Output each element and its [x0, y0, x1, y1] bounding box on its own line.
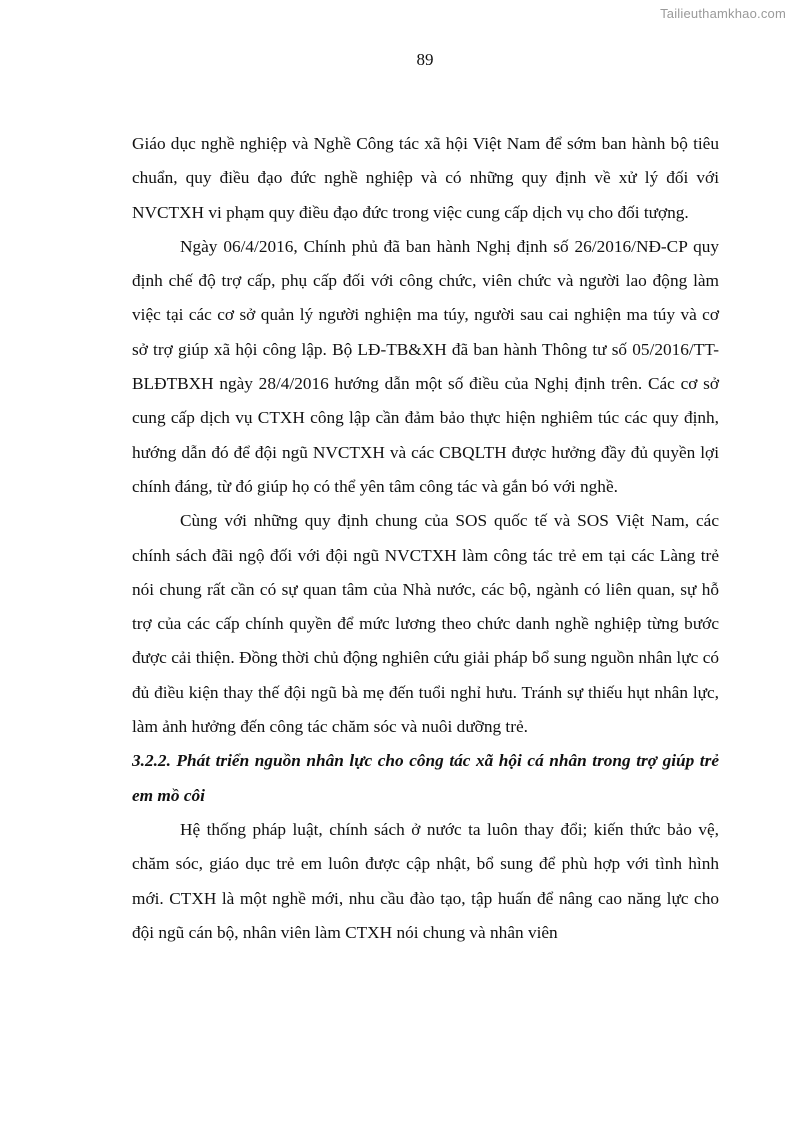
- watermark-text: Tailieuthamkhao.com: [660, 6, 786, 21]
- paragraph-sos-policy: Cùng với những quy định chung của SOS quốc tế và SOS Việt Nam, các chính sách đãi ngộ đối với đội ngũ NVCTXH làm công tác trẻ em tại các Làng trẻ nói chung rất cần có sự quan tâm của Nhà nước, các bộ, ngành có liên quan, sự hỗ trợ của các cấp chính quyền để mức lương theo chức danh nghề nghiệp từng bước được cải thiện. Đồng thời chủ động nghiên cứu giải pháp bổ sung nguồn nhân lực có đủ điều kiện thay thế đội ngũ bà mẹ đến tuổi nghỉ hưu. Tránh sự thiếu hụt nhân lực, làm ảnh hưởng đến công tác chăm sóc và nuôi dưỡng trẻ.: [132, 511, 719, 737]
- section-heading: 3.2.2. Phát triển nguồn nhân lực cho công tác xã hội cá nhân trong trợ giúp trẻ em mồ côi: [132, 751, 719, 805]
- paragraph-legal-system: Hệ thống pháp luật, chính sách ở nước ta luôn thay đổi; kiến thức bảo vệ, chăm sóc, giáo dục trẻ em luôn được cập nhật, bổ sung để phù hợp với tình hình mới. CTXH là một nghề mới, nhu cầu đào tạo, tập huấn để nâng cao năng lực cho đội ngũ cán bộ, nhân viên làm CTXH nói chung và nhân viên: [132, 819, 719, 942]
- paragraph-continuation: Giáo dục nghề nghiệp và Nghề Công tác xã hội Việt Nam để sớm ban hành bộ tiêu chuẩn, quy điều đạo đức nghề nghiệp và có những quy định về xử lý đối với NVCTXH vi phạm quy điều đạo đức trong việc cung cấp dịch vụ cho đối tượng.: [132, 134, 719, 222]
- paragraph-decree: Ngày 06/4/2016, Chính phủ đã ban hành Nghị định số 26/2016/NĐ-CP quy định chế độ trợ cấp, phụ cấp đối với công chức, viên chức và người lao động làm việc tại các cơ sở quản lý người nghiện ma túy, người sau cai nghiện ma túy và cơ sở trợ giúp xã hội công lập. Bộ LĐ-TB&XH đã ban hành Thông tư số 05/2016/TT-BLĐTBXH ngày 28/4/2016 hướng dẫn một số điều của Nghị định trên. Các cơ sở cung cấp dịch vụ CTXH công lập cần đảm bảo thực hiện nghiêm túc các quy định, hướng dẫn đó để đội ngũ NVCTXH và các CBQLTH được hưởng đầy đủ quyền lợi chính đáng, từ đó giúp họ có thể yên tâm công tác và gắn bó với nghề.: [132, 236, 719, 496]
- page-number: 89: [416, 50, 434, 69]
- document-body: [132, 127, 719, 950]
